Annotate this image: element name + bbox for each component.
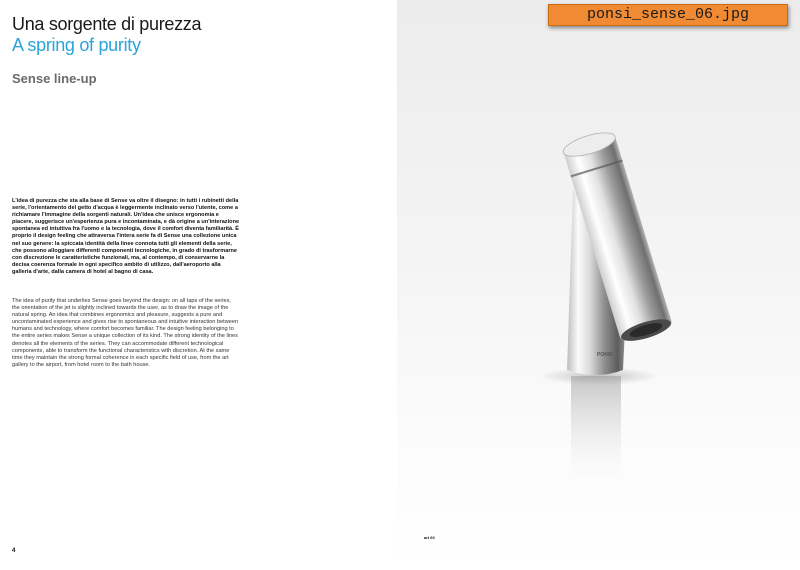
faucet-reflection (571, 376, 621, 496)
page-number: 4 (12, 548, 16, 554)
page-title-english: A spring of purity (12, 35, 141, 55)
section-heading: Sense line-up (12, 71, 97, 86)
faucet-brand-mark: PONSI (597, 352, 613, 358)
text-page (0, 0, 397, 570)
photo-code: art 60 (424, 535, 435, 540)
faucet-image (397, 0, 800, 570)
paragraph-italian: L'idea di purezza che sta alla base di Sense va oltre il disegno: in tutti i rubinetti della serie, l'orientamento del getto d'acqua è leggermente inclinato verso l'utente, come a richiamare l'immagine della sorgenti naturali. Un'idea che unisce ergonomia e piacere, suggerisce un'esperienza pura e incontaminata, e dà origine a un'interazione spontanea ed intuitiva fra l'uomo e la tecnologia, dove il comfort diventa familiarità. È proprio il design feeling che attraversa l'intera serie fa di Sense una collezione unica nel suo genere: la spiccata identità della linee connota tutti gli elementi della serie, che possono alloggiare differenti componenti tecnologiche, in grado di trasformarne con discrezione le caratteristiche funzionali, ma, al contempo, di conservarne la decisa coerenza formale in ogni specifico ambito di utilizzo, dall'aeroporto alla galleria d'arte, dalla camera di hotel al bagno di casa. (12, 198, 240, 275)
paragraph-english: The idea of purity that underlies Sense goes beyond the design: on all taps of the series, the orientation of the jet is slightly inclined towards the user, as to draw the image of the natural spring. An idea that combines ergonomics and pleasure, suggests a pure and uncontaminated experience and gives rise to spontaneous and intuitive interaction between humans and technology, where comfort becomes familiar. The design feeling belonging to the entire series makes Sense a unique collection of its kind. The strong identity of the lines denotes all the elements of the series. They can accommodate different technological components, able to transform the functional characteristics with discretion. At the same time they maintain the strong formal coherence in each specific field of use, from the art gallery to the airport, from hotel room to the bath house. (12, 298, 239, 368)
page-title-italian: Una sorgente di purezza (12, 14, 202, 34)
file-name-label: ponsi_sense_06.jpg (548, 4, 788, 26)
